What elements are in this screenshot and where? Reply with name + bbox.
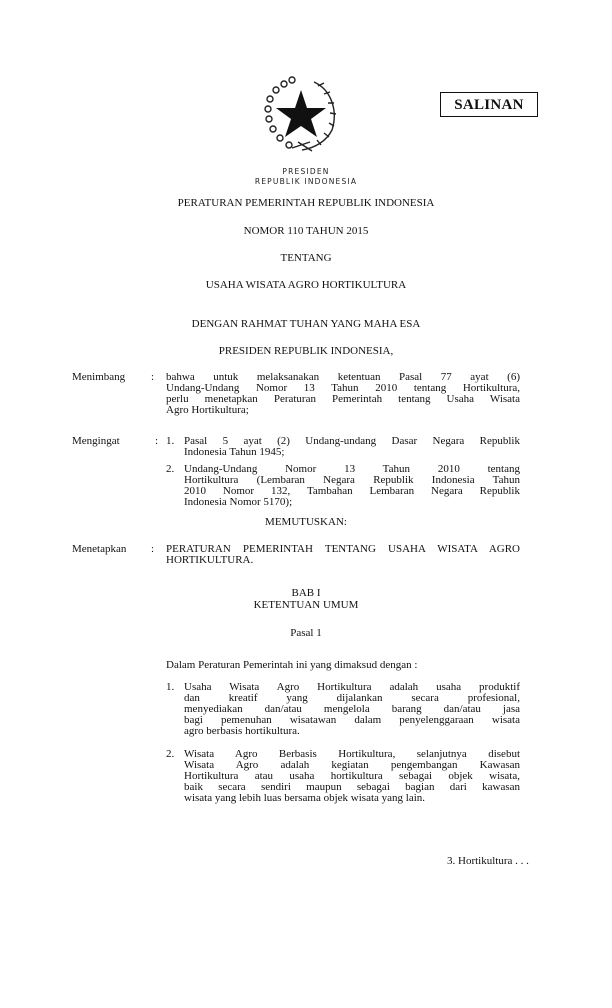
definition-line: menyediakan dan/atau mengelola barang dan/atau jasa [184,703,520,715]
mengingat-colon: : [155,435,159,447]
menimbang-label: Menimbang [72,371,126,383]
list-number: 2. [166,463,175,475]
emblem-caption-republik: REPUBLIK INDONESIA [254,177,358,186]
menimbang-line: Agro Hortikultura; [166,404,249,416]
definition-line: Usaha Wisata Agro Hortikultura adalah usaha produktif [184,681,520,693]
mengingat-item-line: 2010 Nomor 132, Tambahan Lembaran Negara Republik [184,485,520,497]
memutuskan-heading: MEMUTUSKAN: [265,516,347,528]
mengingat-item-line: Indonesia Nomor 5170); [184,496,293,508]
menetapkan-label: Menetapkan [72,543,127,555]
mengingat-item-line: Indonesia Tahun 1945; [184,446,285,458]
definition-line: wisata yang lebih luas bersama objek wisata yang lain. [184,792,426,804]
emblem-caption-presiden: PRESIDEN [282,167,330,176]
menetapkan-line: HORTIKULTURA. [166,554,254,566]
regulation-number: NOMOR 110 TAHUN 2015 [243,225,369,237]
mengingat-item-line: Pasal 5 ayat (2) Undang-undang Dasar Negara Republik [184,435,520,447]
bab-title: BAB I [291,587,321,599]
menimbang-colon: : [151,371,155,383]
definition-line: Hortikultura atau usaha hortikultura sebagai objek wisata, [184,770,520,782]
menetapkan-colon: : [151,543,155,555]
menetapkan-line: PERATURAN PEMERINTAH TENTANG USAHA WISATA AGRO [166,543,520,555]
definition-line: dan kreatif yang dijalankan secara profesional, [184,692,520,704]
mengingat-item-line: Hortikultura (Lembaran Negara Republik Indonesia Tahun [184,474,520,486]
mengingat-label: Mengingat [72,435,120,447]
list-number: 1. [166,435,175,447]
bab-subtitle: KETENTUAN UMUM [253,599,359,611]
garuda-star-emblem-icon [262,76,340,154]
menimbang-line: perlu menetapkan Peraturan Pemerintah tentang Usaha Wisata [166,393,520,405]
mengingat-item-line: Undang-Undang Nomor 13 Tahun 2010 tentang [184,463,520,475]
pasal-heading: Pasal 1 [290,627,322,639]
preamble-rahmat: DENGAN RAHMAT TUHAN YANG MAHA ESA [191,318,421,330]
menimbang-line: bahwa untuk melaksanakan ketentuan Pasal 77 ayat (6) [166,371,520,383]
preamble-presiden: PRESIDEN REPUBLIK INDONESIA, [218,345,394,357]
definition-line: Wisata Agro Berbasis Hortikultura, selanjutnya disebut [184,748,520,760]
regulation-tentang: TENTANG [280,252,332,264]
regulation-title: PERATURAN PEMERINTAH REPUBLIK INDONESIA [177,197,435,209]
list-number: 2. [166,748,175,760]
page-continuation: 3. Hortikultura . . . [447,855,529,867]
definition-line: Wisata Agro adalah kegiatan pengembangan Kawasan [184,759,520,771]
menimbang-line: Undang-Undang Nomor 13 Tahun 2010 tentang Hortikultura, [166,382,520,394]
salinan-badge: SALINAN [440,92,538,117]
definition-line: baik secara sendiri maupun sebagai bagian dari kawasan [184,781,520,793]
definition-line: bagi pemenuhan wisatawan dalam penyelenggaraan wisata [184,714,520,726]
list-number: 1. [166,681,175,693]
definitions-intro: Dalam Peraturan Pemerintah ini yang dimaksud dengan : [166,659,418,671]
definition-line: agro berbasis hortikultura. [184,725,300,737]
regulation-subject: USAHA WISATA AGRO HORTIKULTURA [205,279,407,291]
